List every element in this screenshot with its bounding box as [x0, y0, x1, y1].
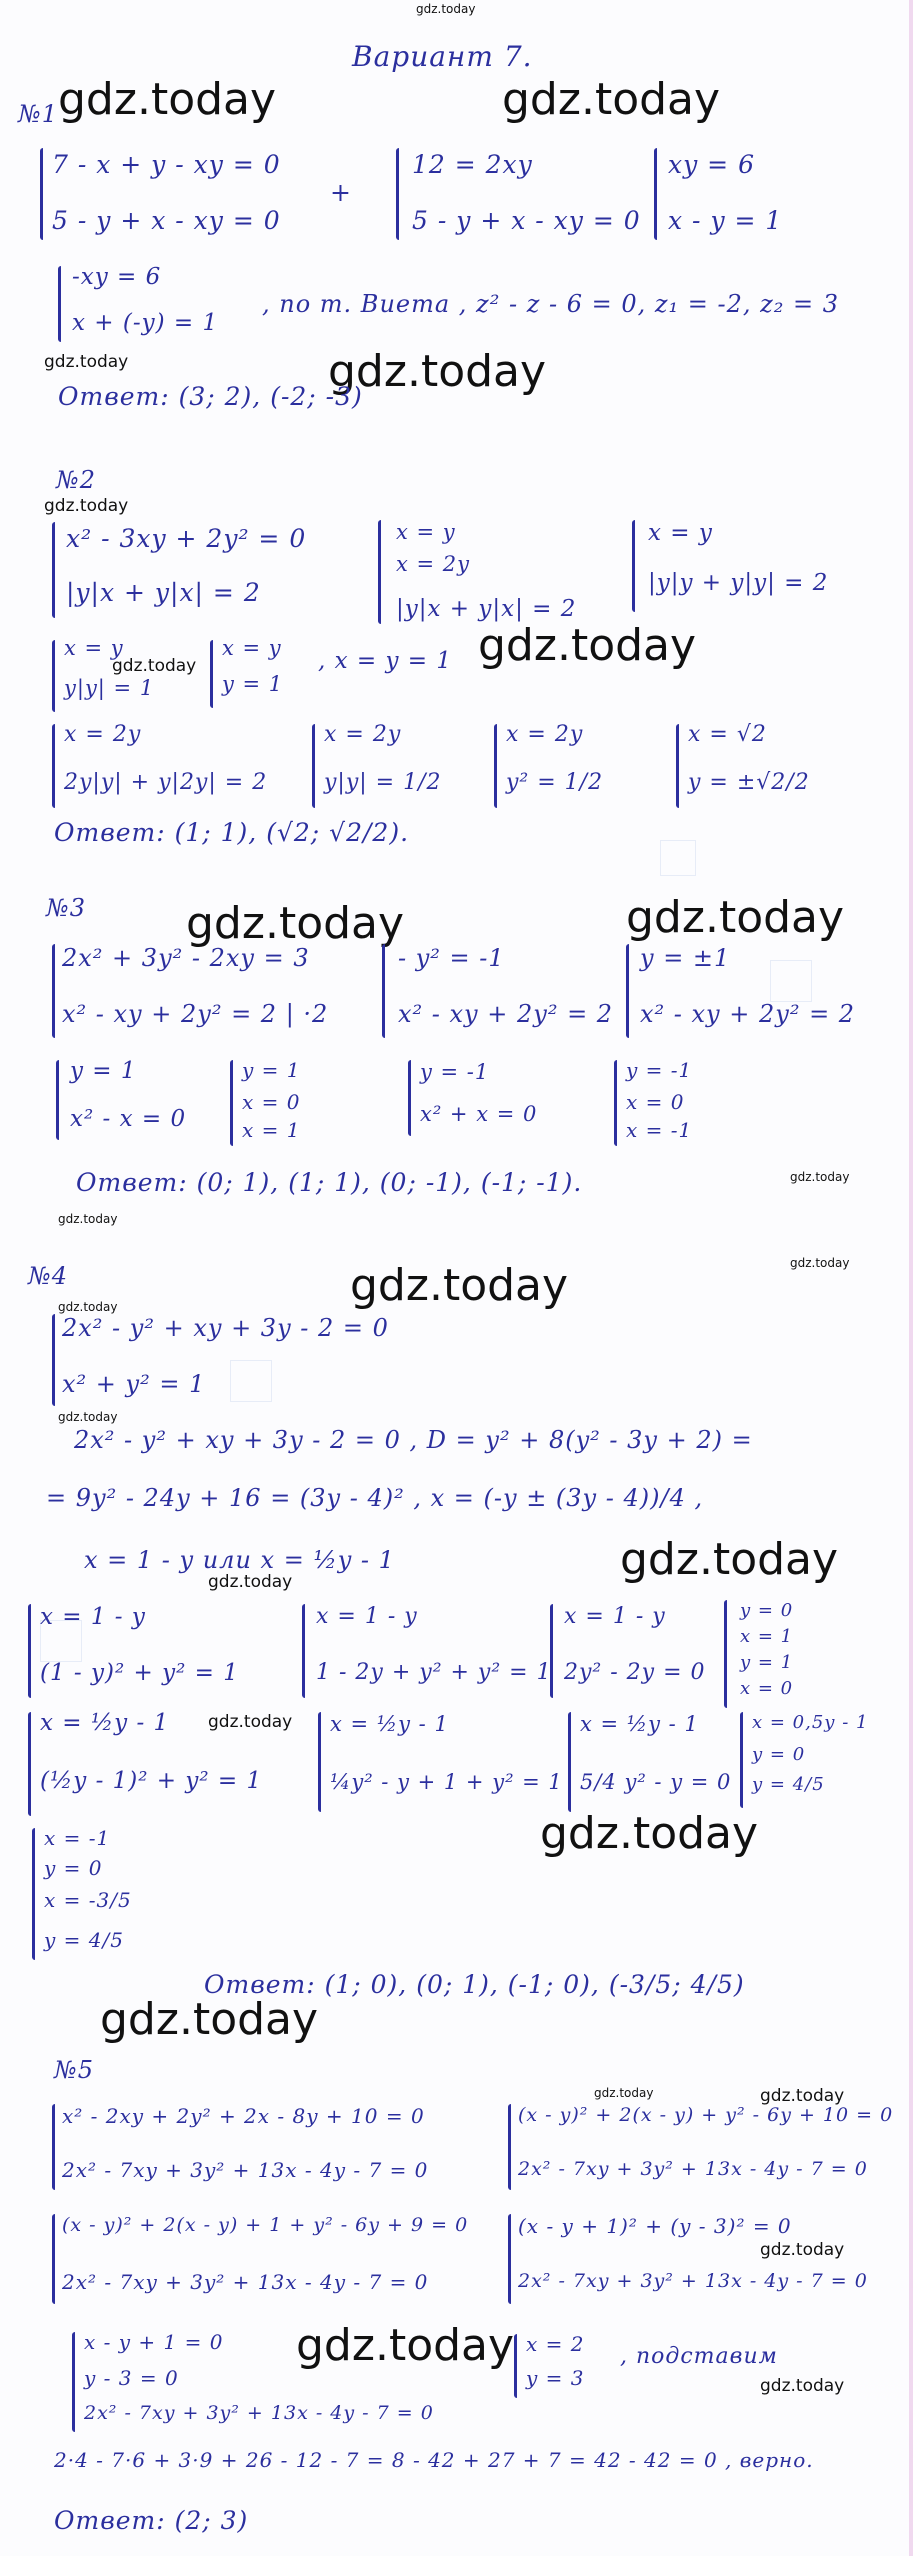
equation-line: 2x² - 7xy + 3y² + 13x - 4y - 7 = 0 [518, 2270, 868, 2292]
watermark: gdz.today [58, 74, 277, 125]
equation-line: 5/4 y² - y = 0 [580, 1770, 732, 1794]
watermark: gdz.today [296, 2320, 515, 2371]
equation-line: x = 1 [242, 1118, 301, 1142]
watermark: gdz.today [760, 2376, 845, 2396]
equation-line: 2x² - 7xy + 3y² + 13x - 4y - 7 = 0 [84, 2402, 434, 2424]
answer-line: Ответ: (2; 3) [54, 2506, 249, 2535]
equation-line: y = 0 [740, 1600, 794, 1621]
answer-line: Ответ: (0; 1), (1; 1), (0; -1), (-1; -1). [76, 1168, 583, 1197]
equation-line: (½y - 1)² + y² = 1 [40, 1768, 263, 1794]
equation-line: , по т. Виета , z² - z - 6 = 0, z₁ = -2, z₂ = 3 [262, 290, 840, 318]
system-brace [52, 1314, 55, 1406]
equation-line: x = √2 [688, 722, 767, 747]
equation-line: x² + y² = 1 [62, 1370, 206, 1398]
equation-line: y = -1 [626, 1058, 693, 1082]
system-brace [52, 2214, 55, 2304]
equation-line: ¼y² - y + 1 + y² = 1 [330, 1770, 563, 1794]
equation-line: x = 0 [626, 1090, 685, 1114]
grid-watermark [660, 840, 696, 876]
equation-line: y = 3 [526, 2366, 585, 2390]
equation-line: 2x² - y² + xy + 3y - 2 = 0 [62, 1314, 389, 1342]
system-brace [408, 1060, 411, 1136]
equation-line: (x - y)² + 2(x - y) + y² - 6y + 10 = 0 [518, 2104, 894, 2126]
watermark: gdz.today [620, 1534, 839, 1585]
answer-line: Ответ: (3; 2), (-2; -3) [58, 382, 363, 411]
system-brace [654, 148, 657, 240]
equation-line: y = 4/5 [752, 1774, 825, 1795]
equation-line: y = 1 [242, 1058, 301, 1082]
equation-line: x = 2y [396, 552, 471, 576]
equation-line: (x - y + 1)² + (y - 3)² = 0 [518, 2214, 792, 2238]
watermark: gdz.today [540, 1808, 759, 1859]
equation-line: y² = 1/2 [506, 770, 604, 795]
system-brace [302, 1604, 305, 1698]
equation-line: y = 4/5 [44, 1928, 124, 1952]
system-brace [568, 1712, 571, 1812]
system-brace [614, 1060, 617, 1146]
equation-line: x = 0,5y - 1 [752, 1712, 869, 1733]
equation-line: x = 2 [526, 2332, 585, 2356]
equation-line: y = 1 [70, 1058, 137, 1084]
page-edge-line [909, 0, 913, 2556]
equation-line: x + (-y) = 1 [72, 310, 219, 336]
system-brace [318, 1712, 321, 1812]
equation-line: x = y [64, 636, 124, 660]
system-brace [724, 1600, 727, 1708]
watermark: gdz.today [100, 1994, 319, 2045]
equation-line: 2x² - 7xy + 3y² + 13x - 4y - 7 = 0 [62, 2270, 429, 2294]
watermark: gdz.today [626, 892, 845, 943]
answer-line: Ответ: (1; 0), (0; 1), (-1; 0), (-3/5; 4/5) [204, 1970, 745, 1999]
system-brace [52, 522, 55, 618]
equation-line: y = ±1 [640, 944, 731, 972]
watermark: gdz.today [58, 1300, 118, 1314]
task-number: №2 [56, 466, 96, 494]
equation-line: , x = y = 1 [318, 648, 453, 674]
equation-line: 2x² - y² + xy + 3y - 2 = 0 , D = y² + 8(y² - 3y + 2) = [74, 1426, 753, 1454]
system-brace [52, 640, 55, 712]
system-brace [626, 944, 629, 1038]
equation-line: x = 0 [740, 1678, 794, 1699]
system-brace [676, 724, 679, 808]
equation-line: x = -1 [44, 1826, 111, 1850]
equation-line: - y² = -1 [398, 944, 505, 972]
watermark: gdz.today [208, 1712, 293, 1732]
equation-line: y|y| = 1/2 [324, 770, 442, 795]
system-brace [740, 1712, 743, 1808]
equation-line: y = 0 [44, 1856, 103, 1880]
equation-line: x = 1 - y [564, 1604, 666, 1629]
equation-line: (x - y)² + 2(x - y) + 1 + y² - 6y + 9 = 0 [62, 2214, 469, 2236]
equation-line: xy = 6 [668, 150, 755, 179]
equation-line: x = 2y [324, 722, 402, 747]
equation-line: x = 1 [740, 1626, 794, 1647]
equation-line: x = 2y [64, 722, 142, 747]
system-brace [210, 640, 213, 708]
equation-line: x = 2y [506, 722, 584, 747]
equation-line: -xy = 6 [72, 264, 162, 290]
system-brace [514, 2334, 517, 2398]
grid-watermark [230, 1360, 272, 1402]
equation-line: x = -1 [626, 1118, 693, 1142]
watermark: gdz.today [208, 1572, 293, 1592]
page-title: Вариант 7. [352, 40, 533, 73]
equation-line: x = 1 - y [316, 1604, 418, 1629]
watermark: gdz.today [350, 1260, 569, 1311]
task-number: №1 [18, 100, 58, 128]
task-number: №3 [46, 894, 86, 922]
watermark: gdz.today [594, 2086, 654, 2100]
equation-line: 2·4 - 7·6 + 3·9 + 26 - 12 - 7 = 8 - 42 + 27 + 7 = 42 - 42 = 0 , верно. [54, 2448, 814, 2472]
watermark: gdz.today [44, 496, 129, 516]
system-brace [52, 2104, 55, 2190]
grid-watermark [770, 960, 812, 1002]
equation-line: y = -1 [420, 1060, 490, 1084]
equation-line: (1 - y)² + y² = 1 [40, 1660, 239, 1686]
equation-line: 1 - 2y + y² + y² = 1 [316, 1660, 552, 1685]
equation-line: x - y + 1 = 0 [84, 2330, 224, 2354]
watermark: gdz.today [478, 620, 697, 671]
task-number: №5 [54, 2056, 94, 2084]
equation-line: x = ½y - 1 [330, 1712, 449, 1736]
answer-line: Ответ: (1; 1), (√2; √2/2). [54, 818, 410, 847]
system-brace [378, 520, 381, 624]
equation-line: x² - 3xy + 2y² = 0 [66, 524, 307, 553]
equation-line: 2y|y| + y|2y| = 2 [64, 770, 268, 795]
equation-line: 2x² + 3y² - 2xy = 3 [62, 944, 310, 972]
system-brace [494, 724, 497, 808]
system-brace [28, 1712, 31, 1816]
system-brace [72, 2332, 75, 2432]
watermark: gdz.today [58, 1212, 118, 1226]
system-brace [550, 1604, 553, 1698]
equation-line: , подставим [620, 2344, 778, 2369]
equation-line: 7 - x + y - xy = 0 [52, 150, 281, 179]
system-brace [56, 1060, 59, 1140]
equation-line: x = -3/5 [44, 1888, 132, 1912]
equation-line: |y|x + y|x| = 2 [66, 578, 261, 607]
equation-line: x = y [396, 520, 456, 544]
system-brace [632, 520, 635, 612]
system-brace [396, 148, 399, 240]
watermark: gdz.today [112, 656, 197, 676]
system-brace [32, 1828, 35, 1960]
equation-line: |y|y + y|y| = 2 [648, 570, 829, 596]
watermark: gdz.today [58, 1410, 118, 1424]
equation-line: 5 - y + x - xy = 0 [52, 206, 281, 235]
site-header: gdz.today [416, 2, 476, 16]
equation-line: x - y = 1 [668, 206, 783, 235]
watermark: gdz.today [760, 2240, 845, 2260]
equation-line: x² - 2xy + 2y² + 2x - 8y + 10 = 0 [62, 2104, 425, 2128]
watermark: gdz.today [790, 1170, 850, 1184]
equation-line: x² - xy + 2y² = 2 | ·2 [62, 1000, 329, 1028]
equation-line: |y|x + y|x| = 2 [396, 596, 577, 622]
equation-line: x = 1 - y [40, 1604, 146, 1630]
watermark: gdz.today [44, 352, 129, 372]
equation-line: x² - xy + 2y² = 2 [398, 1000, 614, 1028]
equation-line: y = 0 [752, 1744, 806, 1765]
equation-line: x = 0 [242, 1090, 301, 1114]
system-brace [230, 1060, 233, 1146]
watermark: gdz.today [328, 346, 547, 397]
equation-line: y|y| = 1 [64, 676, 155, 700]
equation-line: 2y² - 2y = 0 [564, 1660, 706, 1685]
system-brace [508, 2214, 511, 2304]
equation-line: x = ½y - 1 [40, 1710, 170, 1736]
system-brace [52, 724, 55, 808]
system-brace [508, 2104, 511, 2190]
system-brace [28, 1604, 31, 1698]
system-brace [52, 944, 55, 1038]
equation-line: x = y [648, 520, 713, 546]
system-brace [312, 724, 315, 808]
equation-line: y = 1 [740, 1652, 794, 1673]
watermark: gdz.today [502, 74, 721, 125]
equation-line: = 9y² - 24y + 16 = (3y - 4)² , x = (-y ± (3y - 4))/4 , [46, 1484, 704, 1512]
equation-line: 2x² - 7xy + 3y² + 13x - 4y - 7 = 0 [518, 2158, 868, 2180]
task-number: №4 [28, 1262, 68, 1290]
operator-sign: + [330, 178, 352, 207]
equation-line: y = 1 [222, 672, 284, 696]
equation-line: x = ½y - 1 [580, 1712, 699, 1736]
system-brace [40, 148, 43, 240]
equation-line: x² - x = 0 [70, 1106, 187, 1132]
system-brace [58, 266, 61, 342]
equation-line: 5 - y + x - xy = 0 [412, 206, 641, 235]
equation-line: y - 3 = 0 [84, 2366, 179, 2390]
watermark: gdz.today [186, 898, 405, 949]
watermark: gdz.today [790, 1256, 850, 1270]
equation-line: x = 1 - y или x = ½y - 1 [84, 1546, 395, 1574]
watermark: gdz.today [760, 2086, 845, 2106]
equation-line: x² + x = 0 [420, 1102, 538, 1126]
system-brace [382, 944, 385, 1038]
equation-line: x = y [222, 636, 282, 660]
equation-line: x² - xy + 2y² = 2 [640, 1000, 856, 1028]
equation-line: y = ±√2/2 [688, 770, 810, 795]
equation-line: 2x² - 7xy + 3y² + 13x - 4y - 7 = 0 [62, 2158, 429, 2182]
equation-line: 12 = 2xy [412, 150, 533, 179]
